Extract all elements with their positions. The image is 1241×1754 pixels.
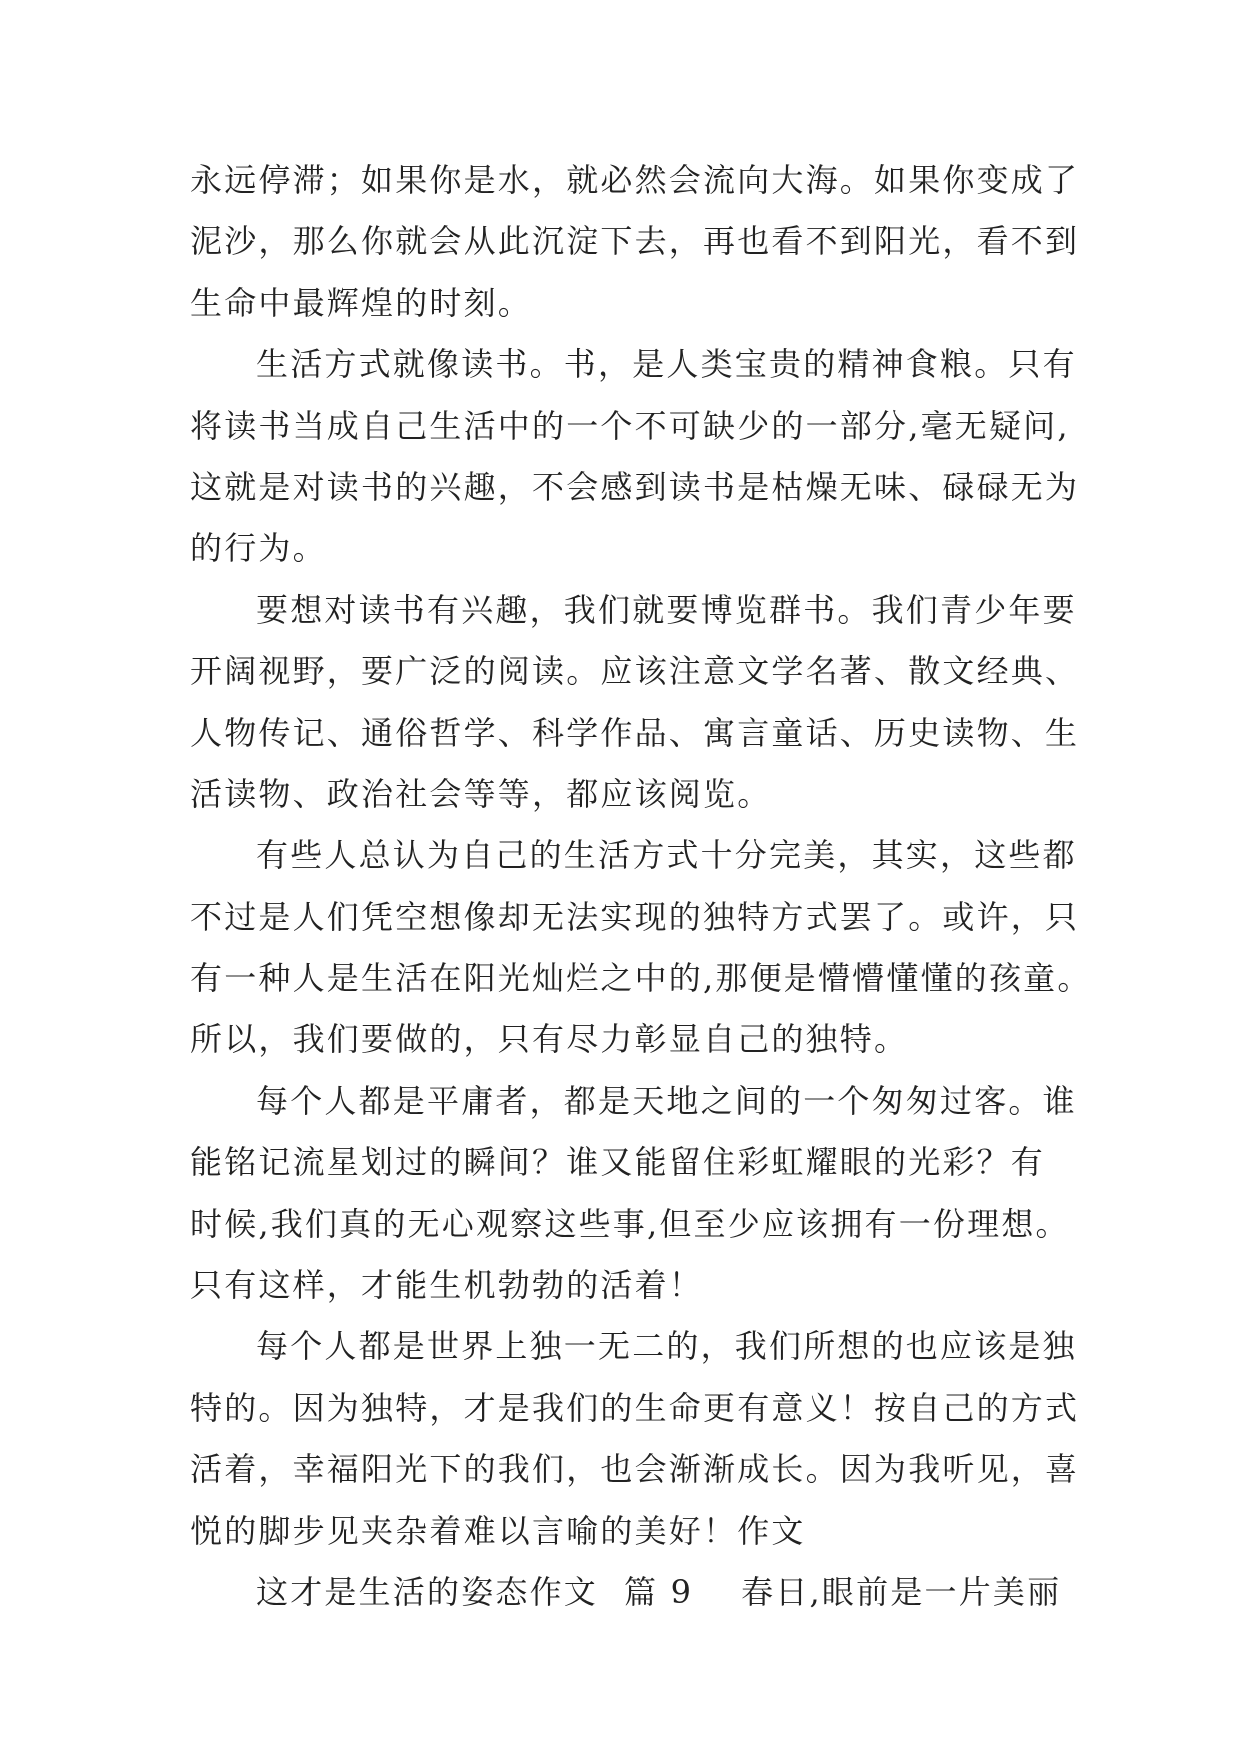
essay-body [190, 150, 1092, 1623]
section-opening-text: 春日,眼前是一片美丽 [741, 1572, 1062, 1611]
text-line: 将读书当成自己生活中的一个不可缺少的一部分,毫无疑问, [190, 406, 1070, 445]
paragraph-first-line: 要想对读书有兴趣，我们就要博览群书。我们青少年要 [256, 590, 1077, 629]
paragraph-first-line: 每个人都是平庸者，都是天地之间的一个匆匆过客。谁 [256, 1081, 1077, 1120]
section-heading-line [190, 1562, 1060, 1623]
paragraph-first-line: 每个人都是世界上独一无二的，我们所想的也应该是独 [256, 1327, 1077, 1366]
text-line: 活读物、政治社会等等，都应该阅览。 [190, 774, 772, 813]
text-line: 开阔视野，要广泛的阅读。应该注意文学名著、散文经典、 [190, 652, 1080, 691]
section-title: 这才是生活的姿态作文 [256, 1572, 599, 1611]
text-line: 不过是人们凭空想像却无法实现的独特方式罢了。或许，只 [190, 897, 1080, 936]
text-line: 时候,我们真的无心观察这些事,但至少应该拥有一份理想。 [190, 1204, 1070, 1243]
text-line: 生命中最辉煌的时刻。 [190, 283, 533, 322]
text-line: 特的。因为独特，才是我们的生命更有意义！按自己的方式 [190, 1388, 1080, 1427]
text-line: 有一种人是生活在阳光灿烂之中的,那便是懵懵懂懂的孩童。 [190, 959, 1092, 998]
text-line: 的行为。 [190, 529, 327, 568]
text-line: 只有这样，才能生机勃勃的活着！ [190, 1266, 704, 1305]
text-line: 泥沙，那么你就会从此沉淀下去，再也看不到阳光，看不到 [190, 222, 1080, 261]
text-line: 活着，幸福阳光下的我们，也会渐渐成长。因为我听见，喜 [190, 1450, 1080, 1489]
text-line: 这就是对读书的兴趣，不会感到读书是枯燥无味、碌碌无为 [190, 467, 1080, 506]
text-line: 所以，我们要做的，只有尽力彰显自己的独特。 [190, 1020, 909, 1059]
text-line: 能铭记流星划过的瞬间？谁又能留住彩虹耀眼的光彩？有 [190, 1143, 1046, 1182]
paragraph-first-line: 生活方式就像读书。书，是人类宝贵的精神食粮。只有 [256, 345, 1077, 384]
text-line: 悦的脚步见夹杂着难以言喻的美好！作文 [190, 1511, 806, 1550]
section-number: 篇 9 [624, 1572, 694, 1611]
text-line: 人物传记、通俗哲学、科学作品、寓言童话、历史读物、生 [190, 713, 1080, 752]
text-line: 永远停滞；如果你是水，就必然会流向大海。如果你变成了 [190, 161, 1080, 199]
paragraph-first-line: 有些人总认为自己的生活方式十分完美，其实，这些都 [256, 836, 1077, 875]
